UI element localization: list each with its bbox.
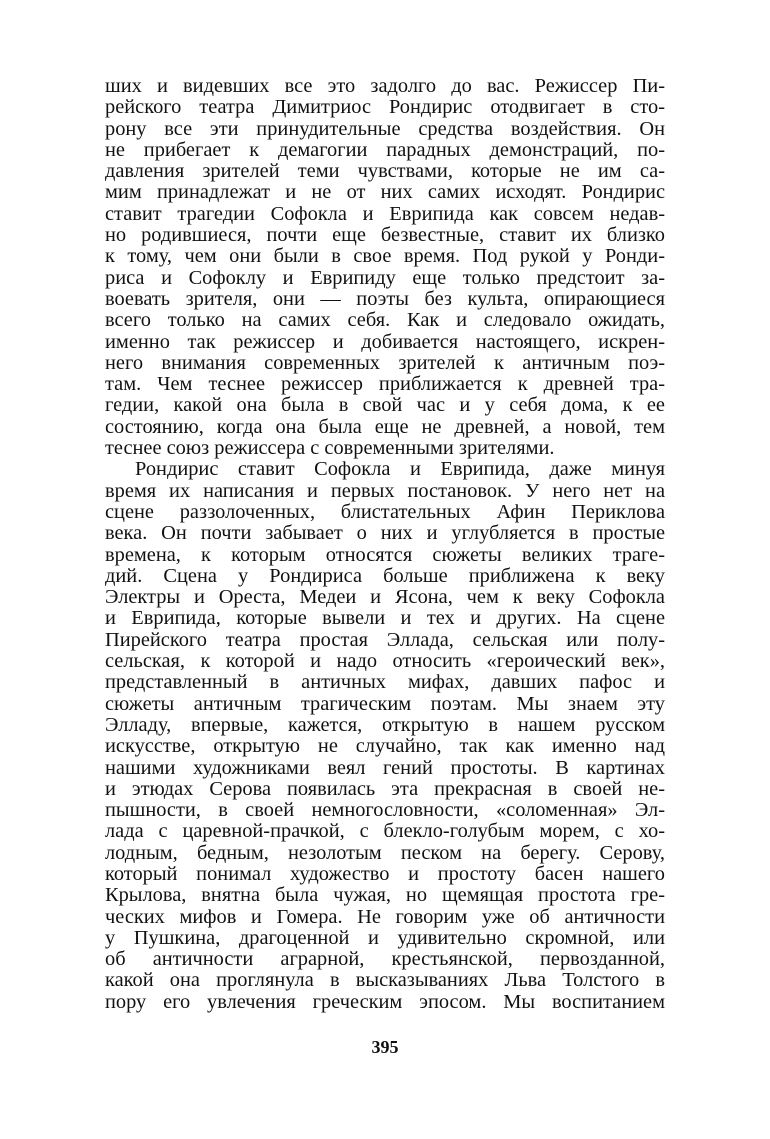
text-line: Пирейского театра простая Эллада, сельская или полу- bbox=[105, 629, 665, 651]
text-line: пышности, в своей немногословности, «соломенная» Эл- bbox=[105, 800, 665, 822]
text-line: всего только на самих себя. Как и следовало ожидать, bbox=[105, 310, 665, 332]
text-line: пору его увлечения греческим эпосом. Мы воспитанием bbox=[105, 991, 665, 1013]
text-line: лодным, бедным, незолотым песком на берегу. Серову, bbox=[105, 842, 665, 864]
text-line: риса и Софоклу и Еврипиду еще только предстоит за- bbox=[105, 267, 665, 289]
text-line: Крылова, внятна была чужая, но щемящая простота гре- bbox=[105, 885, 665, 907]
text-line: Электры и Ореста, Медеи и Ясона, чем к веку Софокла bbox=[105, 587, 665, 609]
text-line: представленный в античных мифах, давших пафос и bbox=[105, 672, 665, 694]
text-line: дий. Сцена у Рондириса больше приближена к веку bbox=[105, 565, 665, 587]
text-line: который понимал художество и простоту басен нашего bbox=[105, 863, 665, 885]
page-number: 395 bbox=[371, 1037, 399, 1057]
text-line: и этюдах Серова появилась эта прекрасная в своей не- bbox=[105, 778, 665, 800]
text-line: давления зрителей теми чувствами, которые не им са- bbox=[105, 161, 665, 183]
text-line: у Пушкина, драгоценной и удивительно скромной, или bbox=[105, 927, 665, 949]
text-line: мим принадлежат и не от них самих исходят. Рондирис bbox=[105, 182, 665, 204]
text-line: сюжеты античным трагическим поэтам. Мы знаем эту bbox=[105, 693, 665, 715]
text-line: ставит трагедии Софокла и Еврипида как совсем недав- bbox=[105, 203, 665, 225]
text-line: теснее союз режиссера с современными зрителями. bbox=[105, 438, 555, 460]
text-line: но родившиеся, почти еще безвестные, ставит их близко bbox=[105, 225, 665, 247]
text-line: воевать зрителя, они — поэты без культа, опирающиеся bbox=[105, 288, 665, 310]
text-line: время их написания и первых постановок. У него нет на bbox=[105, 480, 665, 502]
paragraph-1 bbox=[105, 76, 665, 459]
text-line: именно так режиссер и добивается настоящего, искрен- bbox=[105, 331, 665, 353]
text-line: лада с царевной-прачкой, с блекло-голубым морем, с хо- bbox=[105, 821, 665, 843]
text-line: рону все эти принудительные средства воздействия. Он bbox=[105, 118, 665, 140]
text-line: Рондирис ставит Софокла и Еврипида, даже минуя bbox=[135, 459, 665, 481]
text-line: ческих мифов и Гомера. Не говорим уже об античности bbox=[105, 906, 665, 928]
text-line: ших и видевших все это задолго до вас. Режиссер Пи- bbox=[105, 76, 665, 97]
text-line: гедии, какой она была в свой час и у себя дома, к ее bbox=[105, 395, 665, 417]
text-line: сельская, к которой и надо относить «героический век», bbox=[105, 651, 665, 673]
text-line: какой она проглянула в высказываниях Льва Толстого в bbox=[105, 970, 665, 992]
text-line: века. Он почти забывает о них и углубляется в простые bbox=[105, 523, 665, 545]
text-line: искусстве, открытую не случайно, так как именно над bbox=[105, 736, 665, 758]
text-line: времена, к которым относятся сюжеты великих траге- bbox=[105, 544, 665, 566]
text-line: не прибегает к демагогии парадных демонстраций, по- bbox=[105, 139, 665, 161]
text-line: к тому, чем они были в свое время. Под рукой у Ронди- bbox=[105, 246, 665, 268]
text-line: рейского театра Димитриос Рондирис отодвигает в сто- bbox=[105, 97, 665, 119]
text-line: там. Чем теснее режиссер приближается к древней тра- bbox=[105, 374, 665, 396]
page-text bbox=[105, 76, 665, 1013]
text-line: состоянию, когда она была еще не древней, а новой, тем bbox=[105, 416, 665, 438]
text-line: об античности аграрной, крестьянской, первозданной, bbox=[105, 949, 665, 971]
text-line: него внимания современных зрителей к античным поэ- bbox=[105, 352, 665, 374]
text-line: Элладу, впервые, кажется, открытую в нашем русском bbox=[105, 714, 665, 736]
text-line: сцене раззолоченных, блистательных Афин Перикловa bbox=[105, 501, 665, 523]
paragraph-2 bbox=[105, 459, 665, 1013]
text-line: и Еврипида, которые вывели и тех и других. На сцене bbox=[105, 608, 665, 630]
text-line: нашими художниками веял гений простоты. В картинах bbox=[105, 757, 665, 779]
